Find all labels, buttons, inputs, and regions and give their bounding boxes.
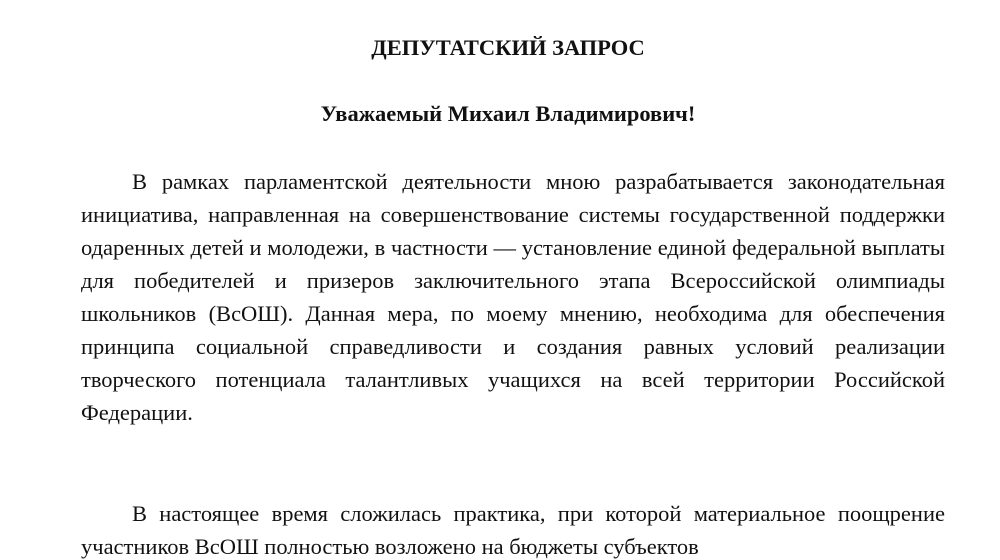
body-paragraph: В настоящее время сложилась практика, при которой материальное поощрение участников ВсОШ полностью возложено на бюджеты субъектов [81, 501, 945, 559]
document-title: ДЕПУТАТСКИЙ ЗАПРОС [371, 35, 645, 60]
body-paragraph-1-container [81, 165, 945, 429]
body-paragraph: В рамках парламентской деятельности мною разрабатывается законодательная инициатива, направленная на совершенствование системы государственной поддержки одаренных детей и молодежи, в частности — установление единой федеральной выплаты для победителей и призеров заключительного этапа Всероссийской олимпиады школьников (ВсОШ). Данная мера, по моему мнению, необходима для обеспечения принципа социальной справедливости и создания равных условий реализации творческого потенциала талантливых учащихся на всей территории Российской Федерации. [81, 169, 945, 425]
body-paragraph-2-container [81, 497, 945, 560]
salutation: Уважаемый Михаил Владимирович! [320, 101, 696, 126]
